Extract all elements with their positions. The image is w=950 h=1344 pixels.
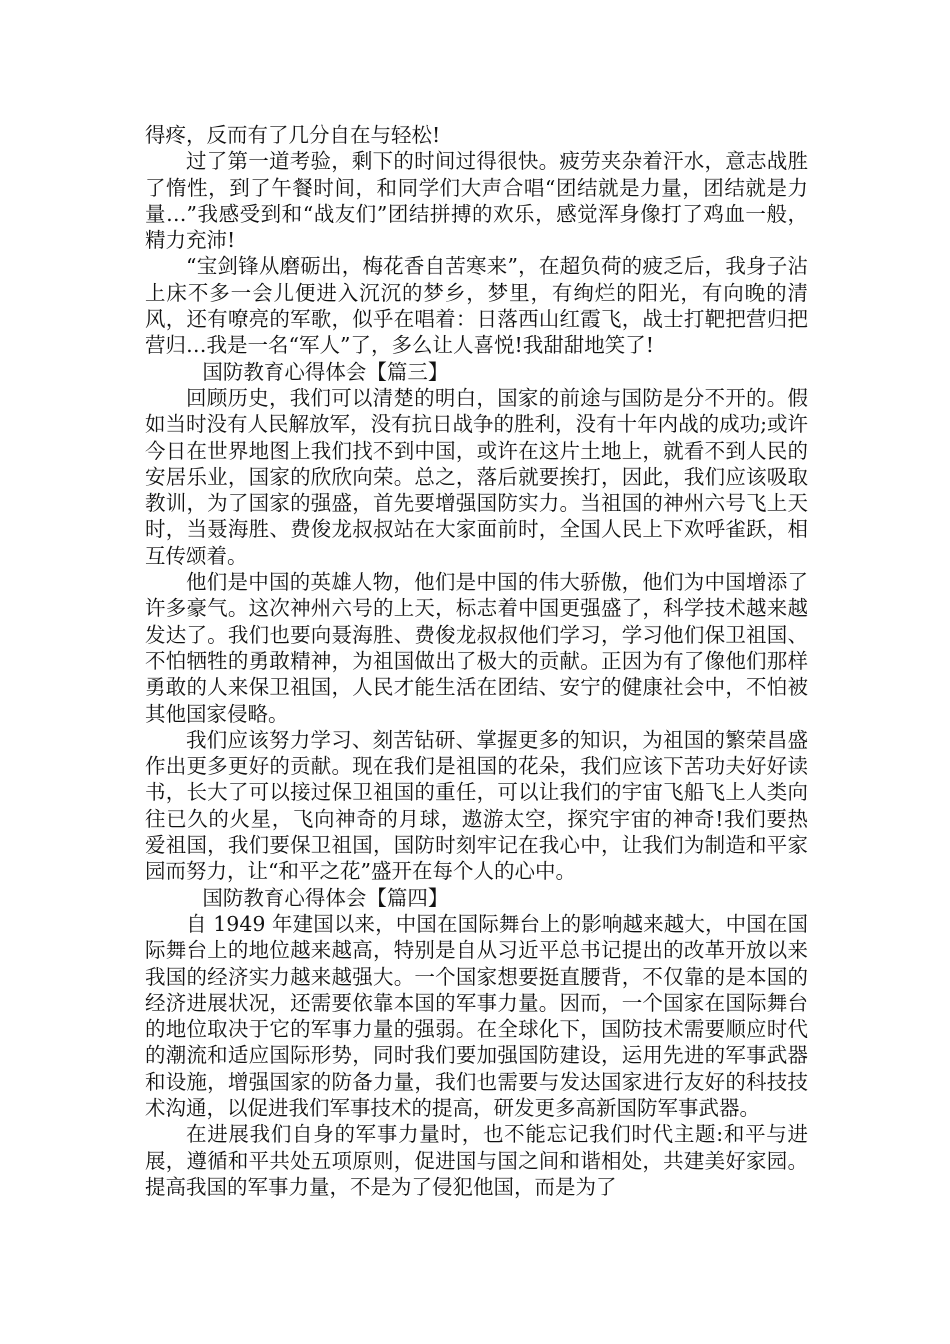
paragraph: 自 1949 年建国以来，中国在国际舞台上的影响越来越大，中国在国际舞台上的地位越来越高，特别是自从习近平总书记提出的改革开放以来我国的经济实力越来越强大。一个国家想要挺直腰背，不仅靠的是本国的经济进展状况，还需要依靠本国的军事力量。因而，一个国家在国际舞台的地位取决于它的军事力量的强弱。在全球化下，国防技术需要顺应时代的潮流和适应国际形势，同时我们要加强国防建设，运用先进的军事武器和设施，增强国家的防备力量，我们也需要与发达国家进行友好的科技技术沟通，以促进我们军事技术的提高，研发更多高新国防军事武器。 (145, 911, 808, 1120)
document-body (145, 122, 808, 1200)
paragraph: “宝剑锋从磨砺出，梅花香自苦寒来”，在超负荷的疲乏后，我身子沾上床不多一会儿便进入沉沉的梦乡，梦里，有绚烂的阳光，有向晚的清风，还有嘹亮的军歌，似乎在唱着：日落西山红霞飞，战士打靶把营归把营归…我是一名“军人”了，多么让人喜悦!我甜甜地笑了! (145, 254, 808, 358)
paragraph: 回顾历史，我们可以清楚的明白，国家的前途与国防是分不开的。假如当时没有人民解放军，没有抗日战争的胜利，没有十年内战的成功;或许今日在世界地图上我们找不到中国，或许在这片土地上，就看不到人民的安居乐业，国家的欣欣向荣。总之，落后就要挨打，因此，我们应该吸取教训，为了国家的强盛，首先要增强国防实力。当祖国的神州六号飞上天时，当聂海胜、费俊龙叔叔站在大家面前时，全国人民上下欢呼雀跃，相互传颂着。 (145, 385, 808, 568)
paragraph: 在进展我们自身的军事力量时，也不能忘记我们时代主题:和平与进展，遵循和平共处五项原则，促进国与国之间和谐相处，共建美好家园。提高我国的军事力量，不是为了侵犯他国，而是为了 (145, 1122, 808, 1199)
section-heading-part3: 国防教育心得体会【篇三】 (202, 359, 449, 384)
paragraph-continuation: 得疼，反而有了几分自在与轻松! (145, 123, 441, 147)
paragraph: 我们应该努力学习、刻苦钻研、掌握更多的知识，为祖国的繁荣昌盛作出更多更好的贡献。现在我们是祖国的花朵，我们应该下苦功夫好好读书，长大了可以接过保卫祖国的重任，可以让我们的宇宙飞船飞上人类向往已久的火星，飞向神奇的月球，遨游太空，探究宇宙的神奇!我们要热爱祖国，我们要保卫祖国，国防时刻牢记在我心中，让我们为制造和平家园而努力，让“和平之花”盛开在每个人的心中。 (145, 727, 808, 884)
paragraph: 过了第一道考验，剩下的时间过得很快。疲劳夹杂着汗水，意志战胜了惰性，到了午餐时间，和同学们大声合唱“团结就是力量，团结就是力量…”我感受到和“战友们”团结拼搏的欢乐，感觉浑身像打了鸡血一般，精力充沛! (145, 149, 808, 253)
section-heading-part4: 国防教育心得体会【篇四】 (202, 885, 449, 910)
paragraph: 他们是中国的英雄人物，他们是中国的伟大骄傲，他们为中国增添了许多豪气。这次神州六号的上天，标志着中国更强盛了，科学技术越来越发达了。我们也要向聂海胜、费俊龙叔叔他们学习，学习他们保卫祖国、不怕牺牲的勇敢精神，为祖国做出了极大的贡献。正因为有了像他们那样勇敢的人来保卫祖国，人民才能生活在团结、安宁的健康社会中，不怕被其他国家侵略。 (145, 570, 808, 726)
